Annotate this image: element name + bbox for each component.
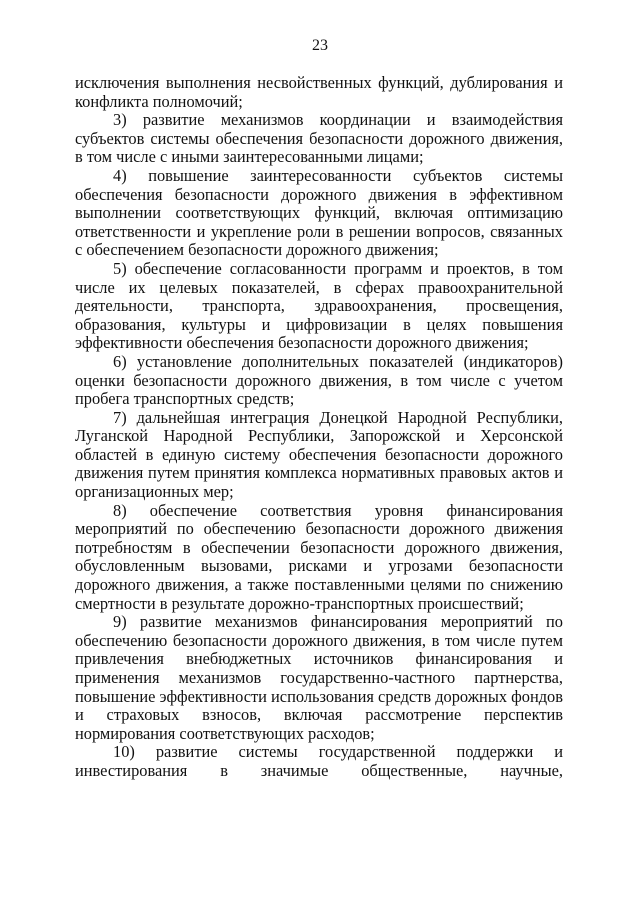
paragraph-item-9: 9) развитие механизмов финансирования мероприятий по обеспечению безопасности дорожного движения, в том числе путем привлечения внебюджетных источников финансирования и применения механизмов государственно-частного партнерства, повышение эффективности использования средств дорожных фондов и страховых взносов, включая рассмотрение перспектив нормирования соответствующих расходов; bbox=[75, 612, 563, 743]
paragraph-item-5: 5) обеспечение согласованности программ и проектов, в том числе их целевых показателей, в сферах правоохранительной деятельности, транспорта, здравоохранения, просвещения, образования, культуры и цифровизации в целях повышения эффективности обеспечения безопасности дорожного движения; bbox=[75, 258, 563, 353]
document-body bbox=[75, 74, 563, 781]
paragraph-item-7: 7) дальнейшая интеграция Донецкой Народной Республики, Луганской Народной Республики, Запорожской и Херсонской областей в единую систему обеспечения безопасности дорожного движения путем принятия комплекса нормативных правовых актов и организационных мер; bbox=[75, 407, 563, 502]
page-number: 23 bbox=[312, 37, 328, 54]
paragraph-item-4: 4) повышение заинтересованности субъектов системы обеспечения безопасности дорожного движения в эффективном выполнении соответствующих функций, включая оптимизацию ответственности и укрепление роли в решении вопросов, связанных с обеспечением безопасности дорожного движения; bbox=[75, 165, 563, 260]
paragraph-item-3: 3) развитие механизмов координации и взаимодействия субъектов системы обеспечения безопасности дорожного движения, в том числе с иными заинтересованными лицами; bbox=[75, 110, 563, 167]
paragraph-item-6: 6) установление дополнительных показателей (индикаторов) оценки безопасности дорожного движения, в том числе с учетом пробега транспортных средств; bbox=[75, 351, 563, 409]
paragraph-continuation: исключения выполнения несвойственных функций, дублирования и конфликта полномочий; bbox=[75, 73, 563, 111]
paragraph-item-8: 8) обеспечение соответствия уровня финансирования мероприятий по обеспечению безопасности дорожного движения потребностям в обеспечении безопасности дорожного движения, обусловленным вызовами, рисками и угрозами безопасности дорожного движения, а также поставленными целями по снижению смертности в результате дорожно-транспортных происшествий; bbox=[75, 500, 563, 613]
paragraph-item-10: 10) развитие системы государственной поддержки и инвестирования в значимые общественные, научные, bbox=[75, 742, 563, 780]
